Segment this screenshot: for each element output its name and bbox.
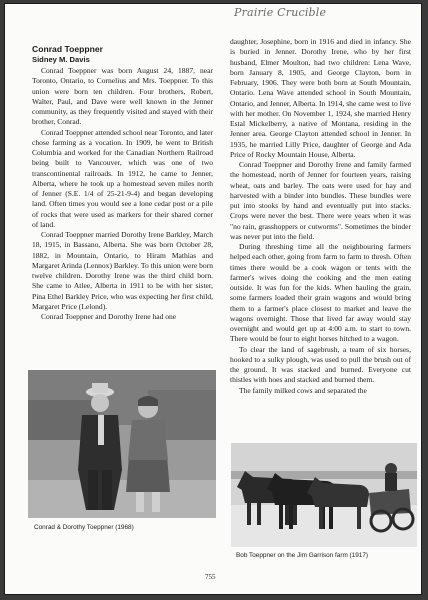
paragraph: The family milked cows and separated the — [239, 385, 367, 395]
left-column — [32, 44, 213, 322]
paragraph: Conrad Toeppner and Dorothy Irene had one — [41, 312, 177, 321]
paragraph: During threshing time all the neighbouring farmers helped each other, going from farm to farm to thresh. Often times there would be a cook wagon or tents with the farmer's wives doing the cooking and the men eating outside. It was fun for the kids. When hauling the grain, some farmers loaded their grain wagons and would bring them to a farmer's place closest to market and leave the wagons overnight. Those that lived far away would stay overnight and would get up at 4:00 a.m. to start to town. There would be four to eight horses hitched to a wagon. — [230, 242, 411, 344]
paragraph: Conrad Toeppner attended school near Toronto, and later chose farming as a vocation. In 1909, he went to British Columbia and worked for the Canadian Northern Railroad being built to Vancouver, which was one of two transcontinental railroads. In 1912, he came to Jenner, Alberta, where he took up a homestead seven miles north of Jenner (S.E. 1/4 of 25-21-9-4) and began developing land. Often times you would see a lone cedar post or a pile of rocks that were used as markers for their shared corner of land. — [32, 127, 213, 229]
photo-caption: Conrad & Dorothy Toeppner (1968) — [34, 524, 134, 531]
article-author: Sidney M. Davis — [32, 55, 90, 64]
right-column — [230, 37, 411, 396]
paragraph: Conrad Toeppner married Dorothy Irene Barkley, March 18, 1915, in Bassano, Alberta. She was born October 28, 1882, in Mountain, Ontario, to Hiram Mathias and Margaret Arinda (Lennox) Barkley. To this union were born twelve children. Dorothy Irene was the third child born. She came to Atlee, Alberta in 1911 to be with her sister, Pina Ethel Barkley Price, who was expecting her first child, Margaret Price (Lelond). — [32, 230, 213, 311]
scanned-page — [4, 3, 422, 595]
handwritten-note: Prairie Crucible — [234, 6, 327, 19]
paragraph: Conrad Toeppner and Dorothy Irene and family farmed the homestead, north of Jenner for fourteen years, raising wheat, oats and barley. The oats were used for hay and harvested with a binder into bundles. These bundles were put into stooks by hand and eventually put into stacks. Crops were never the best. There were years when it was "no rain, grasshoppers or cutworms". Sometimes the binder was never put into the field. — [230, 160, 411, 241]
photo-caption: Bob Toeppner on the Jim Garrison farm (1917) — [236, 552, 369, 559]
horses-photo — [231, 443, 417, 547]
paragraph: To clear the land of sagebrush, a team of six horses, hooked to a sulky plough, was used to pull the brush out of the ground. It was stacked and burned. Everyone cut thistles with hoes and stacked and burned them. — [230, 344, 411, 385]
page-number: 755 — [205, 573, 216, 581]
couple-photo — [28, 370, 216, 518]
article-title: Conrad Toeppner — [32, 44, 103, 54]
paragraph: daughter, Josephine, born in 1916 and died in infancy. She is buried in Jenner. Dorothy Irene, who by her first husband, Elmer Moulton, had two children: Lena Wave, born January 8, 1905, and George Clayton, born in February, 1906. They were both born at South Mountain, Ontario. Lena Wave attended school in South Mountain, Ontario, and Jenner, Alberta. In 1914, she came west to live with her mother. On November 1, 1924, she married Henry Estal Mickelberry, a native of Montana, residing in the Jenner area. George Clayton attended school in Jenner. In 1935, he married Lilly Price, daughter of George and Ada Price of Rocky Mountain House, Alberta. — [230, 37, 411, 159]
paragraph: Conrad Toeppner was born August 24, 1887, near Toronto, Ontario, to Cornelius and Mrs. Toeppner. To this union were born ten children. Four brothers, Robert, Walter, Paul, and Dave were well known in the Jenner community, as they frequently visited and stayed with their brother, Conrad. — [32, 66, 213, 127]
